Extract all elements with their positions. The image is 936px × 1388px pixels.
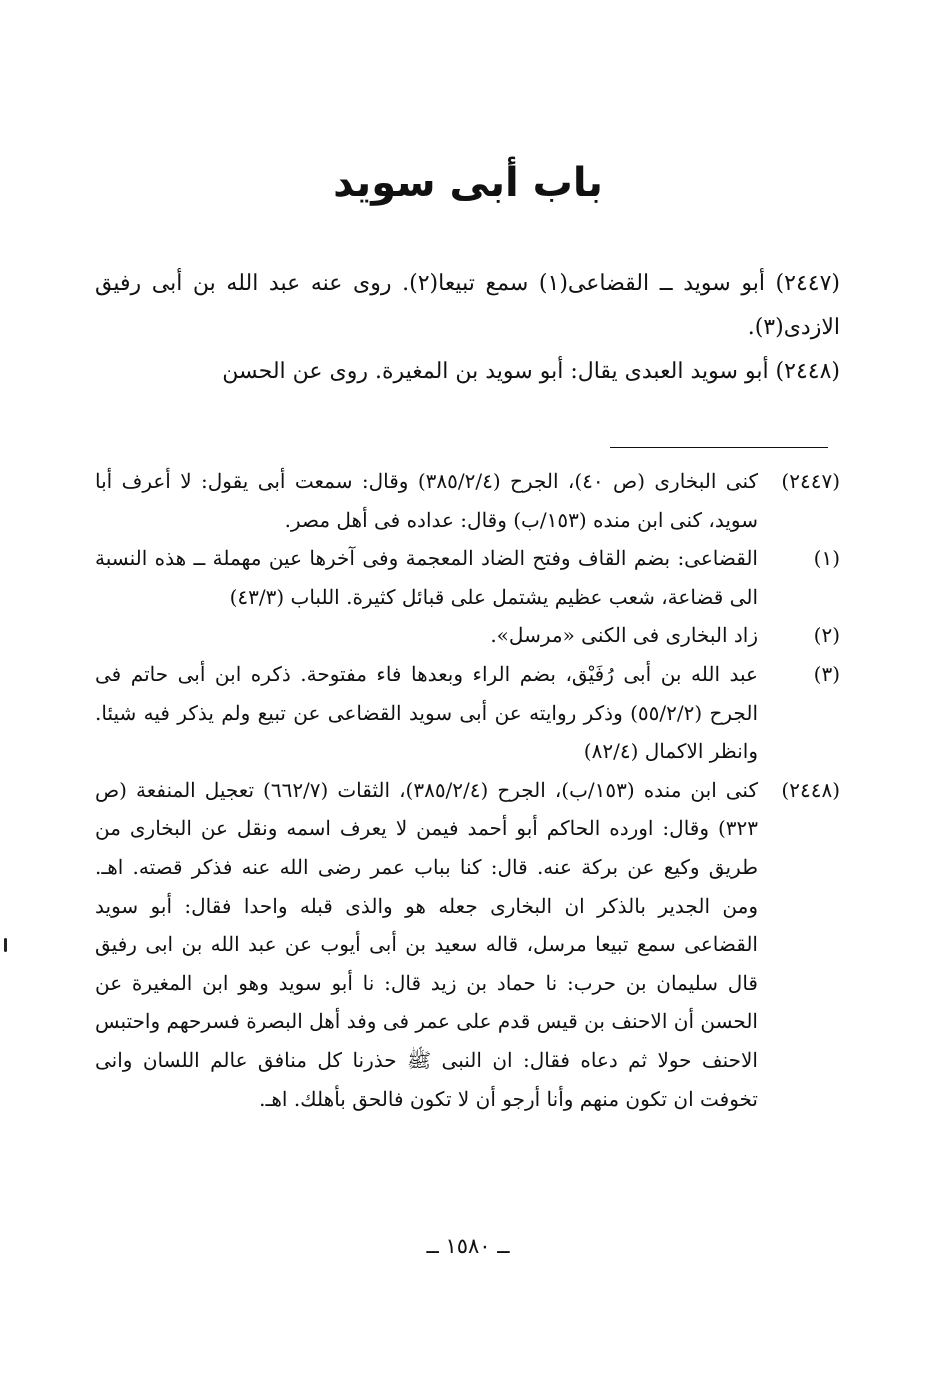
footnotes	[95, 462, 840, 1118]
entry-2447: (٢٤٤٧) أبو سويد ــ القضاعى(١) سمع تبيعا(٢). روى عنه عبد الله بن أبى رفيق الازدى(٣).	[95, 271, 840, 340]
footnote	[95, 771, 840, 1118]
main-text	[95, 262, 840, 394]
footnote-label: (٢٤٤٧)	[781, 469, 840, 493]
chapter-title: باب أبى سويد	[333, 160, 603, 206]
footnote	[95, 616, 840, 655]
footnote-label: (٢٤٤٨)	[781, 777, 840, 802]
entry-2448: (٢٤٤٨) أبو سويد العبدى يقال: أبو سويد بن المغيرة. روى عن الحسن	[222, 359, 840, 384]
footnote	[95, 462, 840, 539]
footnote-text: كنى البخارى (ص ٤٠)، الجرح (٣٨٥/٢/٤) وقال: سمعت أبى يقول: لا أعرف أبا سويد، كنى ابن منده (١٥٣/ب) وقال: عداده فى أهل مصر.	[95, 469, 759, 532]
footnote-text: زاد البخارى فى الكنى «مرسل».	[490, 623, 758, 648]
footnote	[95, 539, 840, 616]
footnote-label: (٢)	[813, 623, 840, 648]
footnote-text: كنى ابن منده (١٥٣/ب)، الجرح (٣٨٥/٢/٤)، الثقات (٦٦٢/٧) تعجيل المنفعة (ص ٣٢٣) وقال: اورده الحاكم أبو أحمد فيمن لا يعرف اسمه ونقل عن البخارى من طريق وكيع عن بركة عنه. قال: كنا بباب عمر رضى الله عنه فذكر قصته. اهـ. ومن الجدير بالذكر ان البخارى جعله هو والذى قبله واحدا فقال: أبو سويد القضاعى سمع تبيعا مرسل، قاله سعيد بن أبى أيوب عن عبد الله بن ابى رفيق قال سليمان بن حرب: نا حماد بن زيد قال: نا أبو سويد وهو ابن المغيرة عن الحسن أن الاحنف بن قيس قدم على عمر فى وفد أهل البصرة فسرحهم واحتبس الاحنف حولا ثم دعاه فقال: ان النبى ﷺ حذرنا كل منافق عالم اللسان وانى تخوفت ان تكون منهم وأنا أرجو أن لا تكون فالحق بأهلك. اهـ.	[95, 777, 758, 1111]
footnote-label: (١)	[813, 546, 840, 571]
footnote-text: القضاعى: بضم القاف وفتح الضاد المعجمة وفى آخرها عين مهملة ــ هذه النسبة الى قضاعة، شعب عظيم يشتمل على قبائل كثيرة. اللباب (٤٣/٣)	[95, 546, 758, 609]
footnote-label: (٣)	[813, 661, 840, 686]
footnote-text: عبد الله بن أبى رُفَيْق، بضم الراء وبعدها فاء مفتوحة. ذكره ابن أبى حاتم فى الجرح (٥٥/٢/٢) وذكر روايته عن أبى سويد القضاعى عن تبيع ولم يذكر فيه شيئا. وانظر الاكمال (٨٢/٤)	[95, 661, 758, 764]
scan-edge-mark	[4, 938, 7, 952]
footnote	[95, 655, 840, 771]
footnote-separator	[610, 447, 828, 448]
page-number: ــ ١٥٨٠ ــ	[426, 1234, 510, 1258]
